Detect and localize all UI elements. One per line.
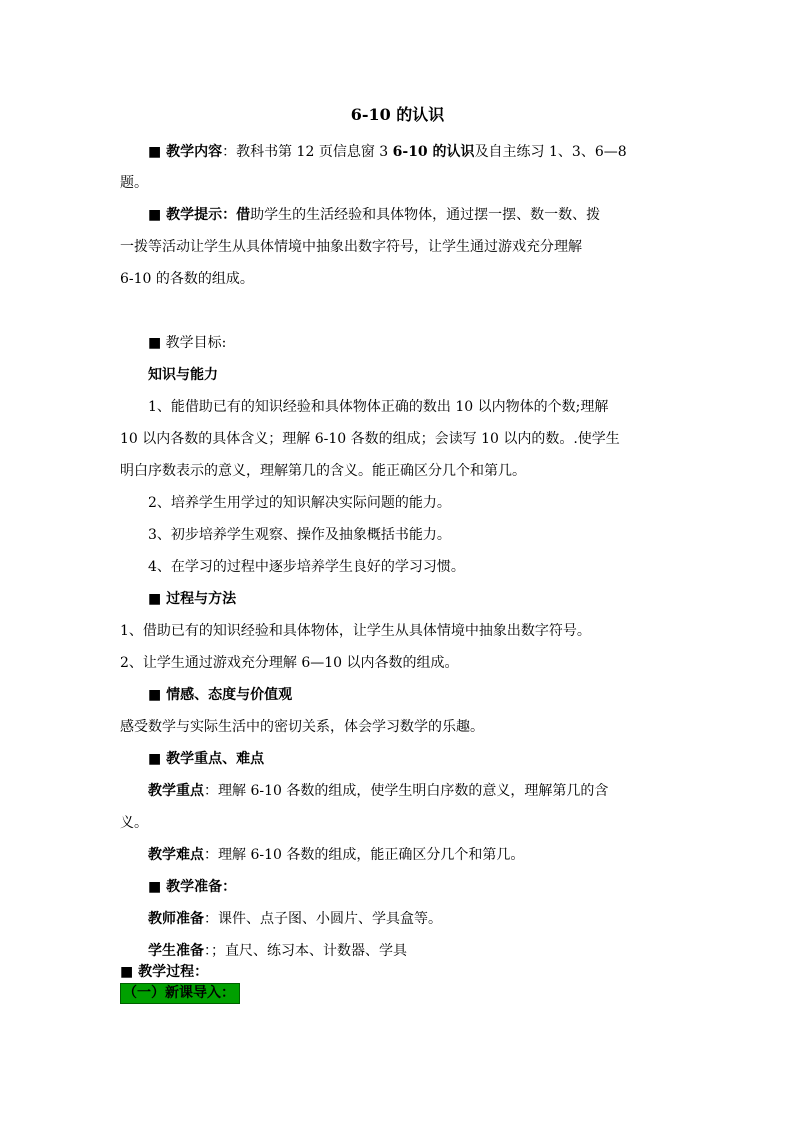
- knowledge-heading: 知识与能力: [148, 367, 218, 383]
- content-line-2: 题。: [120, 175, 148, 191]
- difficulty-text: ：理解 6-10 各数的组成，能正确区分几个和第几。: [204, 847, 525, 863]
- emotion-heading: ■ 情感、态度与价值观: [148, 687, 293, 703]
- teaching-process-heading: ■ 教学过程：: [120, 964, 209, 980]
- student-prep-label: 学生准备: [148, 943, 204, 959]
- document-title: 6-10 的认识: [350, 105, 445, 124]
- hint-line-2: 一拨等活动让学生从具体情境中抽象出数字符号，让学生通过游戏充分理解: [120, 239, 582, 255]
- focus-label: 教学重点: [148, 783, 204, 799]
- process-item-1: 1、借助已有的知识经验和具体物体，让学生从具体情境中抽象出数字符号。: [120, 623, 591, 639]
- difficulty-label: 教学难点: [148, 847, 204, 863]
- content-line-1: [120, 137, 676, 168]
- content-label: ■ 教学内容: [148, 144, 223, 160]
- content-text-a: 教科书第 12 页信息窗 3: [236, 144, 393, 160]
- hint-line-3: 6-10 的各数的组成。: [120, 271, 254, 287]
- hint-label: ■ 教学提示：: [148, 207, 237, 223]
- emotion-item-1: 感受数学与实际生活中的密切关系，体会学习数学的乐趣。: [120, 719, 484, 735]
- goals-heading: ■ 教学目标:: [148, 335, 227, 351]
- hint-line-1: [120, 200, 676, 231]
- teacher-prep-label: 教师准备: [148, 911, 204, 927]
- knowledge-item-2: 2、培养学生用学过的知识解决实际问题的能力。: [148, 495, 451, 511]
- key-heading: ■ 教学重点、难点: [148, 751, 265, 767]
- hint-text-1: 助学生的生活经验和具体物体，通过摆一摆、数一数、拨: [250, 207, 601, 223]
- process-method-heading: ■ 过程与方法: [148, 591, 237, 607]
- knowledge-item-1-line-1: 1、能借助已有的知识经验和具体物体正确的数出 10 以内物体的个数;理解: [148, 399, 609, 415]
- teacher-prep-text: ：课件、点子图、小圆片、学具盒等。: [204, 911, 442, 927]
- difficulty-line: [120, 840, 676, 871]
- content-text-c: 及自主练习 1、3、6—8: [474, 144, 627, 160]
- knowledge-item-1-line-3: 明白序数表示的意义，理解第几的含义。能正确区分几个和第几。: [120, 463, 526, 479]
- student-prep-text: ：；直尺、练习本、计数器、学具: [204, 943, 407, 959]
- focus-line-1: [120, 776, 676, 807]
- focus-line-2: 义。: [120, 815, 148, 831]
- knowledge-item-3: 3、初步培养学生观察、操作及抽象概括书能力。: [148, 527, 451, 543]
- focus-text: ：理解 6-10 各数的组成，使学生明白序数的意义，理解第几的含: [204, 783, 609, 799]
- hint-bold-start: 借: [236, 207, 251, 223]
- new-lesson-intro-heading: （一）新课导入：: [120, 983, 240, 1004]
- content-sep: ：: [222, 144, 237, 160]
- teacher-prep-line: [120, 904, 676, 935]
- knowledge-item-1-line-2: 10 以内各数的具体含义；理解 6-10 各数的组成；会读写 10 以内的数。.使学生: [120, 431, 620, 447]
- prep-heading: ■ 教学准备：: [148, 879, 237, 895]
- knowledge-item-4: 4、在学习的过程中逐步培养学生良好的学习习惯。: [148, 559, 465, 575]
- content-text-bold: 6-10 的认识: [392, 144, 475, 160]
- process-item-2: 2、让学生通过游戏充分理解 6—10 以内各数的组成。: [120, 655, 459, 671]
